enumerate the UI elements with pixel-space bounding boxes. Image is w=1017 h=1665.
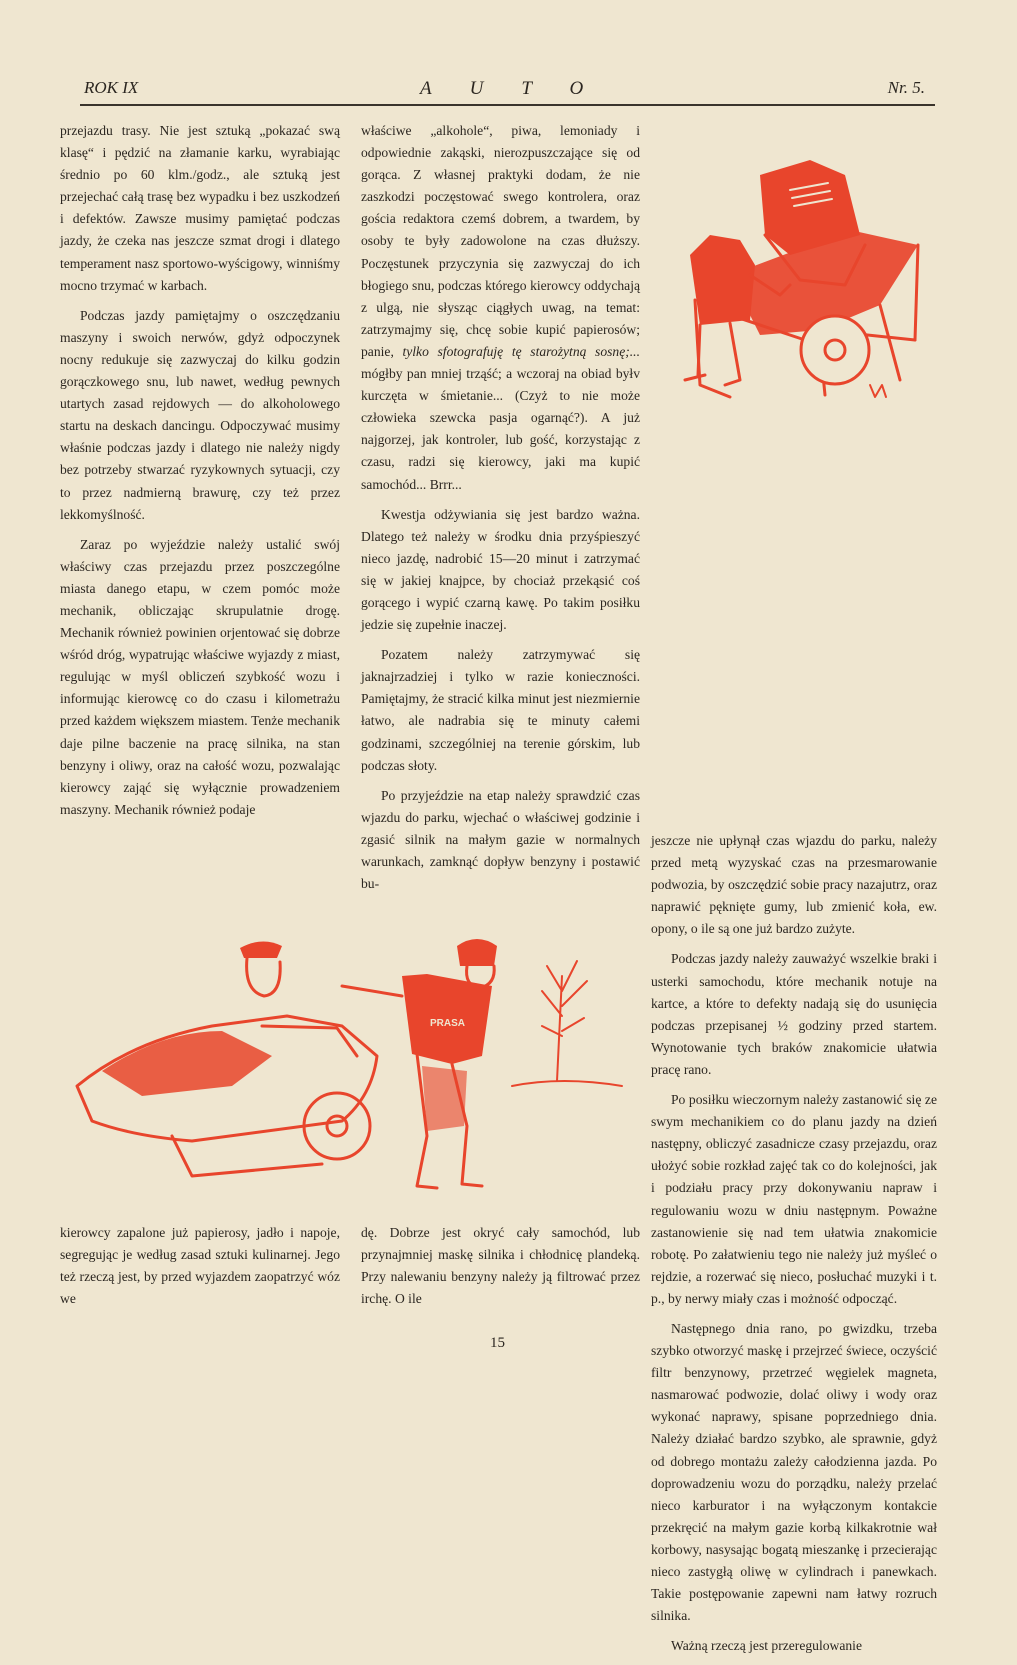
col1-paragraph-1: przejazdu trasy. Nie jest sztuką „pokazać swą klasę“ i pędzić na złamanie karku, wyrabiając średnio po 60 klm./godz., ale sztuką jest przejechać całą trasę bez wypadku i bez uszkodzeń i defektów. Zawsze musimy pamiętać podczas jazdy, że czeka nas jeszcze szmat drogi i dlatego temperament nasz sportowo-wyścigowy, winniśmy mocno trzymać w karbach. bbox=[60, 123, 340, 293]
col1-paragraph-2: Podczas jazdy pamiętajmy o oszczędzaniu maszyny i swoich nerwów, gdyż odpoczynek nocny redukuje się zazwyczaj do kilku godzin gorączkowego snu, lub nawet, według pewnych utartych zasad rejdowych — do alkoholowego startu na deskach dancingu. Odpoczywać musimy właśnie podczas jazdy i dlatego nie należy nigdy bez potrzeby stwarzać ryzykownych sytuacji, czy to przez nadmierną brawurę, czy też przez lekkomyślność. bbox=[60, 307, 340, 522]
col3-paragraph-2: Podczas jazdy należy zauważyć wszelkie braki i usterki samochodu, które mechanik notuje na kartce, a które to defekty nadają się do usunięcia podczas przepisanej ½ godziny przed startem. Wynotowanie tych braków znakomicie ułatwia pracę rano. bbox=[651, 951, 937, 1077]
mechanic-car-illustration bbox=[670, 135, 932, 425]
press-label: PRASA bbox=[430, 1018, 466, 1029]
col3-paragraph-5: Ważną rzeczą jest przeregulowanie bbox=[671, 1638, 862, 1654]
col2-paragraph-2: Kwestja odżywiania się jest bardzo ważna. Dlatego też należy w środku dnia przyśpieszyć nieco jazdę, nadrobić 15—20 minut i zatrzymać się w jakiej knajpce, by chociaż przekąsić coś gorącego i wypić czarną kawę. Po takim posiłku jedzie się zupełnie inaczej. bbox=[361, 506, 640, 633]
column-1-bottom bbox=[60, 1222, 340, 1318]
col2-p1-italic: tylko sfotografuję tę starożytną sosnę;... bbox=[402, 343, 640, 359]
col3-paragraph-4: Następnego dnia rano, po gwizdku, trzeba szybko otworzyć maskę i przejrzeć świece, oczyścić filtr benzynowy, przetrzeć węgielek magneta, nasmarować podwozie, dolać oliwy i wody oraz wykonać naprawy, spisane poprzedniego dnia. Należy działać bardzo szybko, ale sprawnie, gdyż od dobrego montażu zależy całodzienna jazda. Po doprowadzeniu wozu do porządku, należy przelać nieco karburator i na wyłączonym kontakcie przekręcić na małym gazie korbą kilkakrotnie wał korbowy, nasysając bogatą mieszankę i przecierając nieco zastygłą oliwę w cylindrach i panewkach. Takie postępowanie zapewni nam łatwy rozruch silnika. bbox=[651, 1320, 937, 1624]
col2-paragraph-4: Po przyjeździe na etap należy sprawdzić czas wjazdu do parku, wjechać o właściwej godzinie i zgasić silnik na małym gazie w normalnych warunkach, zamknąć dopływ benzyny i postawić bu- bbox=[361, 787, 640, 892]
column-3 bbox=[651, 830, 937, 1665]
col1-paragraph-3: Zaraz po wyjeździe należy ustalić swój właściwy czas przejazdu przez poszczególne miasta danego etapu, w czem pomóc może mechanik, obliczając skrupulatnie drogę. Mechanik również powinien orjentować się dobrze wśród dróg, wypatrując właściwe wyjazdy z miast, regulując w myśl obliczeń szybkość wozu i informując kierowcę co do czasu i kilometrażu przed każdem większem miastem. Tenże mechanik daje pilne baczenie na pracę silnika, na stan benzyny i oliwy, oraz na całość wozu, pozwalając kierowcy zająć się wyłącznie prowadzeniem maszyny. Mechanik również podaje bbox=[60, 536, 340, 817]
col2-paragraph-1 bbox=[361, 120, 640, 496]
col3-paragraph-3: Po posiłku wieczornym należy zastanowić się ze swym mechanikiem co do planu jazdy na dzień następny, obliczyć zasadnicze czasy przejazdu, oraz ułożyć sobie rozkład zajęć tak co do kolejności, jak i podziału pracy przy dokonywaniu napraw i regulowaniu wozu w dniu następnym. Poważne zastanowienie się nad tem ułatwia znakomicie robotę. Po załatwieniu tego nie należy już myśleć o rejdzie, a rozerwać się nieco, posłuchać muzyki i t. p., by nerwy miały czas i możność odpocząć. bbox=[651, 1092, 937, 1306]
running-header bbox=[80, 78, 935, 106]
column-2-bottom bbox=[361, 1222, 640, 1318]
driver-press-illustration bbox=[72, 936, 632, 1198]
col2-p1-start: właściwe „alkohole“, piwa, lemoniady i odpowiednie zakąski, nierozpuszczające się od gorąca. Z własnej praktyki dodam, że nie zaszkodzi poczęstować swego kontrolera, oraz gościa redaktora czemś dobrem, a twardem, by osoby te były zadowolone na czas dłuższy. Poczęstunek przyczynia się zazwyczaj do ich błogiego snu, podczas którego kierowcy oddychają z ulgą, nie słysząc ciągłych uwag, na temat: zatrzymajmy się, chcę sobie kupić papierosów; panie, bbox=[361, 123, 640, 359]
col3-paragraph-1: jeszcze nie upłynął czas wjazdu do parku, należy przed metą wyzyskać czas na przesmarowanie podwozia, by oszczędzić sobie pracy nazajutrz, oraz naprawić pęknięte gumy, lub zmienić koła, ew. opony, o ile są one już bardzo zużyte. bbox=[651, 833, 937, 937]
col2-paragraph-3: Pozatem należy zatrzymywać się jaknajrzadziej i tylko w razie konieczności. Pamiętajmy, że stracić kilka minut jest niezmiernie łatwo, ale nadrabia się te minuty całemi godzinami, szczególniej na terenie górskim, lub podczas słoty. bbox=[361, 647, 640, 773]
col2-p1-end: mógłby pan mniej trząść; a wczoraj na obiad byłv kurczęta w śmietanie... (Czyż to nie może człowieka szewcka pasja ogarnąć?). A już najgorzej, jak kontroler, lub gość, korzystając z czasu, radzi się kierowcy, jaki ma kupić samochód... Brrr... bbox=[361, 366, 640, 492]
header-volume: ROK IX bbox=[84, 78, 139, 97]
column-2 bbox=[361, 120, 640, 903]
bottom2-paragraph: dę. Dobrze jest okryć cały samochód, lub przynajmniej maskę silnika i chłodnicę plandeką. Przy nalewaniu benzyny należy ją filtrować przez irchę. O ile bbox=[361, 1225, 640, 1307]
header-title: AUTO bbox=[420, 78, 622, 99]
header-issue: Nr. 5. bbox=[887, 78, 925, 97]
page-number: 15 bbox=[490, 1335, 505, 1351]
bottom1-paragraph: kierowcy zapalone już papierosy, jadło i napoje, segregując je według zasad sztuki kulinarnej. Jego też rzeczą jest, by przed wyjazdem zaopatrzyć wóz we bbox=[60, 1225, 340, 1307]
column-1 bbox=[60, 120, 340, 829]
